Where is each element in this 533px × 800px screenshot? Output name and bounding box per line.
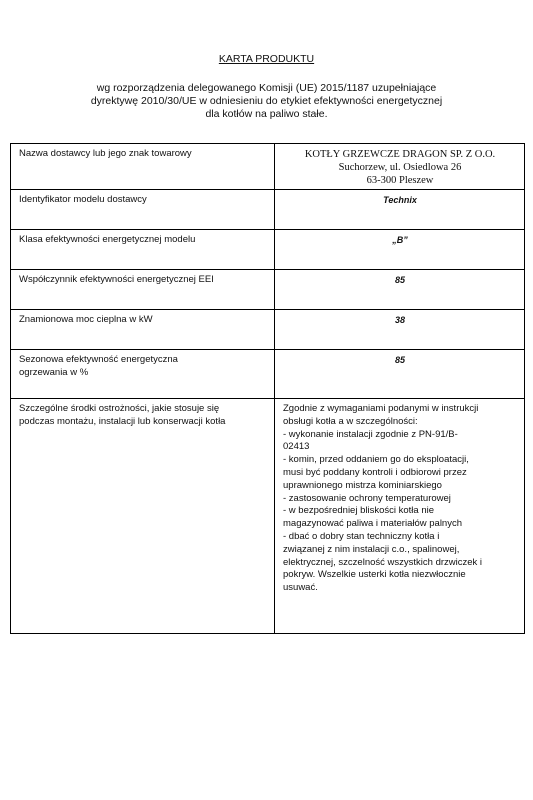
product-card-table: [10, 143, 525, 634]
precaution-line: obsługi kotła a w szczególności:: [283, 415, 418, 427]
precaution-line: - komin, przed oddaniem go do eksploatacji,: [283, 454, 469, 466]
model-value: Technix: [275, 190, 525, 230]
intro-line: dla kotłów na paliwo stałe.: [205, 108, 328, 120]
table-row-model: [11, 190, 525, 230]
precaution-line: 02413: [283, 441, 310, 453]
eei-value: 85: [275, 270, 525, 310]
supplier-line: Suchorzew, ul. Osiedlowa 26: [338, 162, 462, 173]
seasonal-efficiency-value: 85: [275, 350, 525, 399]
label-line: Szczególne środki ostrożności, jakie stosuje się: [19, 403, 220, 414]
table-row-heat-output: [11, 310, 525, 350]
eei-label: Współczynnik efektywności energetycznej EEI: [11, 270, 275, 310]
intro-text: [40, 82, 493, 121]
document-title: KARTA PRODUKTU: [218, 53, 315, 65]
precaution-line: pokryw. Wszelkie usterki kotła niezwłocznie: [283, 569, 466, 581]
precaution-line: - w bezpośredniej bliskości kotła nie: [283, 505, 435, 517]
seasonal-efficiency-label: [11, 350, 275, 399]
supplier-label: Nazwa dostawcy lub jego znak towarowy: [11, 144, 275, 190]
heat-output-label: Znamionowa moc cieplna w kW: [11, 310, 275, 350]
table-row-seasonal-efficiency: [11, 350, 525, 399]
supplier-value: [275, 144, 525, 190]
table-row-precautions: [11, 399, 525, 634]
precaution-line: uprawnionego mistrza kominiarskiego: [283, 479, 442, 491]
precaution-line: - zastosowanie ochrony temperaturowej: [283, 492, 451, 504]
precautions-value: [275, 399, 525, 634]
energy-class-label: Klasa efektywności energetycznej modelu: [11, 230, 275, 270]
precaution-line: - dbać o dobry stan techniczny kotła i: [283, 530, 440, 542]
precaution-line: Zgodnie z wymaganiami podanymi w instrukcji: [283, 403, 479, 414]
intro-line: dyrektywę 2010/30/UE w odniesieniu do etykiet efektywności energetycznej: [90, 95, 443, 107]
supplier-line: 63-300 Pleszew: [366, 175, 434, 186]
precaution-line: musi być poddany kontroli i odbiorowi przez: [283, 466, 467, 478]
energy-class-value: „B”: [275, 230, 525, 270]
precaution-line: usuwać.: [283, 582, 318, 594]
label-line: Sezonowa efektywność energetyczna: [19, 354, 178, 365]
label-line: podczas montażu, instalacji lub konserwacji kotła: [19, 415, 226, 427]
precaution-line: magazynować paliwa i materiałów palnych: [283, 518, 463, 530]
label-line: ogrzewania w %: [19, 366, 89, 378]
supplier-line: KOTŁY GRZEWCZE DRAGON SP. Z O.O.: [304, 149, 496, 160]
intro-line: wg rozporządzenia delegowanego Komisji (UE) 2015/1187 uzupełniające: [96, 82, 437, 94]
table-row-energy-class: [11, 230, 525, 270]
precaution-line: elektrycznej, szczelność wszystkich drzwiczek i: [283, 556, 483, 568]
model-label: Identyfikator modelu dostawcy: [11, 190, 275, 230]
heat-output-value: 38: [275, 310, 525, 350]
precaution-line: związanej z nim instalacji c.o., spalinowej,: [283, 543, 460, 555]
precaution-line: - wykonanie instalacji zgodnie z PN-91/B-: [283, 428, 458, 440]
table-row-eei: [11, 270, 525, 310]
precautions-label: [11, 399, 275, 634]
table-row-supplier: [11, 144, 525, 190]
